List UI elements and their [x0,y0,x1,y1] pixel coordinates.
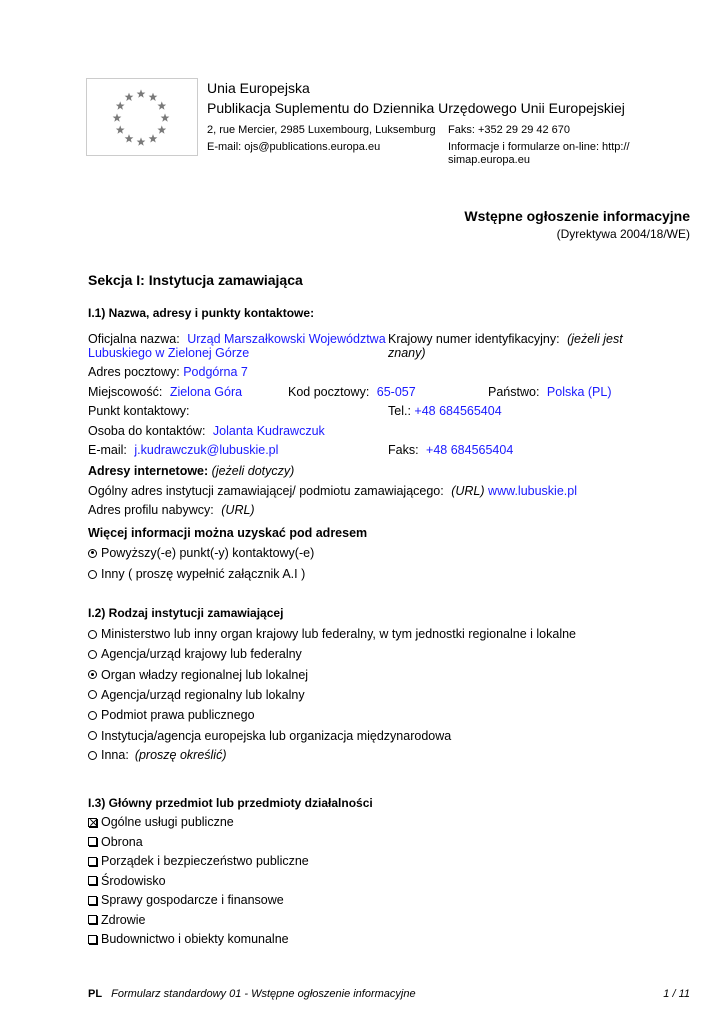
checkbox-option[interactable] [88,893,284,907]
national-id-label: Krajowy numer identyfikacyjny: [388,332,560,346]
email-link[interactable]: j.kudrawczuk@lubuskie.pl [134,443,279,457]
star-icon [125,134,134,142]
s13-title: I.3) Główny przedmiot lub przedmioty działalności [88,796,373,810]
radio-option[interactable] [88,708,255,722]
contact-person-label: Osoba do kontaktów: [88,424,206,438]
star-icon [149,134,158,142]
contact-person-value: Jolanta Kudrawczuk [212,424,325,438]
option-label: Powyższy(-e) punkt(-y) kontaktowy(-e) [101,546,315,560]
buyer-profile-url-note: (URL) [221,503,255,517]
radio-option[interactable] [88,567,305,581]
s12-title: I.2) Rodzaj instytucji zamawiającej [88,606,284,620]
star-icon [125,93,134,101]
star-icon [113,113,122,121]
email-row [88,443,278,457]
radio-icon[interactable] [88,731,97,740]
postcode-value: 65-057 [376,385,416,399]
checkbox-option[interactable] [88,874,166,888]
radio-option[interactable] [88,688,305,702]
radio-icon[interactable] [88,630,97,639]
radio-option[interactable] [88,647,302,661]
option-label: Inny ( proszę wypełnić załącznik A.I ) [101,567,306,581]
town-value: Zielona Góra [169,385,243,399]
official-name-value-2: Lubuskiego w Zielonej Górze [88,346,250,360]
radio-icon[interactable] [88,711,97,720]
official-name-row [88,332,386,346]
option-label: Środowisko [101,873,166,888]
postal-value: Podgórna 7 [183,365,248,379]
option-label: Agencja/urząd regionalny lub lokalny [101,687,305,702]
checkbox-icon[interactable] [88,837,97,846]
radio-selected-icon[interactable] [88,670,97,679]
national-id-note: (jeżeli jest [567,332,623,346]
internet-row [88,464,294,478]
town-row [88,385,242,399]
fax-value: +48 684565404 [426,443,514,457]
notice-directive: (Dyrektywa 2004/18/WE) [556,227,690,241]
option-label: Sprawy gospodarcze i finansowe [101,893,284,907]
radio-selected-icon[interactable] [88,549,97,558]
footer-lang: PL [88,988,103,1000]
checkbox-checked-icon[interactable] [88,818,97,827]
checkbox-option[interactable] [88,932,289,946]
more-info-title: Więcej informacji można uzyskać pod adresem [88,526,368,540]
postcode-label: Kod pocztowy: [288,385,370,399]
footer-left [88,988,416,1000]
email-label: E-mail: [88,443,127,457]
radio-icon[interactable] [88,570,97,579]
contact-person-row [88,424,325,438]
header-online-1: Informacje i formularze on-line: http:// [448,141,630,153]
header-online-2: simap.europa.eu [448,154,530,166]
buyer-profile-row [88,503,255,517]
option-label: Porządek i bezpieczeństwo publiczne [101,854,309,868]
checkbox-option[interactable] [88,835,143,849]
footer-form: Formularz standardowy 01 - Wstępne ogłoszenie informacyjne [111,988,416,1000]
eu-stars-icon [87,79,197,155]
tel-value: +48 684565404 [414,404,502,418]
general-address-link[interactable]: www.lubuskie.pl [488,484,577,498]
header-fax: Faks: +352 29 29 42 670 [448,124,571,136]
checkbox-icon[interactable] [88,935,97,944]
option-label: Podmiot prawa publicznego [101,708,255,723]
checkbox-option[interactable] [88,854,309,868]
country-value: Polska (PL) [546,385,612,399]
star-icon [137,137,146,145]
other-label: Inna: [101,748,129,762]
option-label: Ogólne usługi publiczne [101,815,234,829]
star-icon [149,93,158,101]
general-address-url-note: (URL) [451,484,485,498]
s11-title: I.1) Nazwa, adresy i punkty kontaktowe: [88,306,315,320]
star-icon [157,101,166,109]
radio-icon[interactable] [88,650,97,659]
radio-icon[interactable] [88,690,97,699]
general-address-label: Ogólny adres instytucji zamawiającej/ podmiotu zamawiającego: [88,484,444,498]
option-label: Organ władzy regionalnej lub lokalnej [101,667,309,682]
radio-icon[interactable] [88,751,97,760]
checkbox-option[interactable] [88,913,145,927]
internet-note: (jeżeli dotyczy) [211,464,295,478]
tel-label: Tel.: [388,404,411,418]
authority-type-other[interactable] [88,748,227,762]
star-icon [161,113,170,121]
option-label: Ministerstwo lub inny organ krajowy lub federalny, w tym jednostki regionalne i lokalne [101,627,576,641]
header-org: Unia Europejska [207,80,310,96]
eu-logo [86,78,198,156]
checkbox-icon[interactable] [88,896,97,905]
fax-label: Faks: [388,443,419,457]
contact-point-label: Punkt kontaktowy: [88,404,190,418]
star-icon [116,125,125,133]
option-label: Obrona [101,834,143,849]
header-publication: Publikacja Suplementu do Dziennika Urzędowego Unii Europejskiej [207,100,625,116]
notice-title: Wstępne ogłoszenie informacyjne [464,208,690,224]
other-note: (proszę określić) [134,748,227,762]
star-icon [116,101,125,109]
buyer-profile-label: Adres profilu nabywcy: [88,503,214,517]
section-title: Sekcja I: Instytucja zamawiająca [88,272,303,288]
postal-row [88,365,248,379]
option-label: Budownictwo i obiekty komunalne [101,932,289,946]
national-id-row [388,332,623,346]
fax-row [388,443,513,457]
radio-option[interactable] [88,546,314,560]
general-address-row [88,484,577,498]
postal-label: Adres pocztowy: [88,365,180,379]
tel-row [388,404,502,418]
checkbox-icon[interactable] [88,857,97,866]
checkbox-icon[interactable] [88,915,97,924]
postcode-row [288,385,416,399]
header-email: E-mail: ojs@publications.europa.eu [207,141,381,153]
country-row [488,385,612,399]
star-icon [137,89,146,97]
footer-page: 1 / 11 [663,988,690,1000]
internet-label: Adresy internetowe: [88,464,209,478]
option-label: Instytucja/agencja europejska lub organizacja międzynarodowa [101,728,452,743]
radio-option[interactable] [88,627,576,641]
option-label: Agencja/urząd krajowy lub federalny [101,647,302,662]
town-label: Miejscowość: [88,385,163,399]
country-label: Państwo: [488,385,540,399]
national-id-note-2: znany) [388,346,426,360]
official-name-value: Urząd Marszałkowski Województwa [187,332,386,346]
star-icon [157,125,166,133]
option-label: Zdrowie [101,912,146,927]
official-name-label: Oficjalna nazwa: [88,332,180,346]
radio-option[interactable] [88,729,451,743]
checkbox-option[interactable] [88,815,234,829]
radio-option[interactable] [88,668,308,682]
header-address: 2, rue Mercier, 2985 Luxembourg, Luksemburg [207,124,436,136]
checkbox-icon[interactable] [88,876,97,885]
